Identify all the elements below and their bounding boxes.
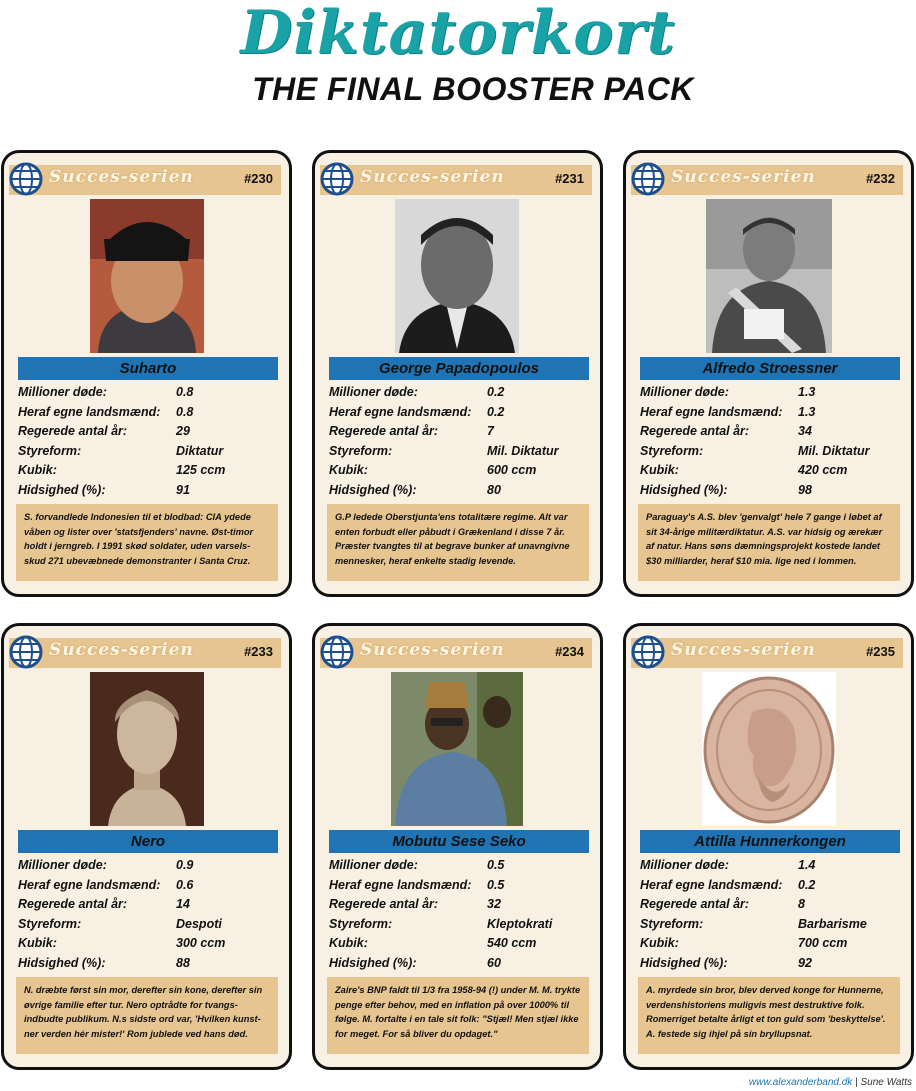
globe-icon (630, 634, 666, 670)
stats-table (640, 384, 900, 502)
stat-label: Kubik: (18, 936, 57, 951)
author-name: Sune Watts (860, 1077, 912, 1088)
stat-row-deaths (329, 857, 589, 877)
stat-value: 8 (798, 897, 805, 912)
stat-row-temper (329, 482, 589, 502)
stat-value: 540 ccm (487, 936, 537, 951)
stat-value: 7 (487, 424, 494, 439)
stat-label: Millioner døde: (329, 385, 418, 399)
stat-value: Barbarisme (798, 916, 867, 931)
stat-value: 0.5 (487, 877, 505, 892)
stat-row-cc (329, 462, 589, 482)
stat-row-govt (640, 443, 900, 463)
stat-label: Regerede antal år: (18, 424, 128, 439)
stat-row-years (329, 896, 589, 916)
stat-row-years (18, 896, 278, 916)
stat-label: Millioner døde: (18, 385, 107, 399)
stat-row-cc (640, 935, 900, 955)
card-name: Attilla Hunnerkongen (640, 830, 900, 853)
stat-value: 0.2 (798, 877, 816, 892)
stats-table (329, 384, 589, 502)
stat-label: Regerede antal år: (640, 897, 750, 912)
stat-row-deaths (640, 384, 900, 404)
stat-label: Styreform: (18, 916, 82, 931)
card-description: Zaire's BNP faldt til 1/3 fra 1958-94 (!) under M. M. trykte penge efter behov, med en inflation på over 1000% til følge. M. fortalte i en tale sit folk: "Stjæl! Men stjæl ikke for meget. For så bliver du opdaget." (327, 977, 589, 1054)
stat-row-deaths (640, 857, 900, 877)
card-header (9, 165, 281, 195)
stats-table (640, 857, 900, 975)
stat-label: Styreform: (329, 443, 393, 458)
stats-table (329, 857, 589, 975)
stat-row-years (329, 423, 589, 443)
stat-label: Heraf egne landsmænd: (640, 404, 783, 419)
card-number: #233 (244, 644, 273, 659)
stat-label: Regerede antal år: (329, 424, 439, 439)
stats-table (18, 857, 278, 975)
footer-separator: | (855, 1077, 858, 1088)
stat-value: 0.6 (176, 877, 194, 892)
stat-value: 125 ccm (176, 463, 226, 478)
card-231 (312, 150, 603, 597)
card-header (320, 638, 592, 668)
card-name: Suharto (18, 357, 278, 380)
stat-value: 0.5 (487, 858, 505, 872)
stat-row-deaths (18, 857, 278, 877)
stat-label: Hidsighed (%): (640, 955, 728, 970)
stat-label: Millioner døde: (640, 385, 729, 399)
stat-row-govt (640, 916, 900, 936)
stat-label: Heraf egne landsmænd: (18, 877, 161, 892)
stat-label: Styreform: (329, 916, 393, 931)
card-name: Alfredo Stroessner (640, 357, 900, 380)
card-number: #232 (866, 171, 895, 186)
card-number: #230 (244, 171, 273, 186)
stat-label: Millioner døde: (18, 858, 107, 872)
card-description: A. myrdede sin bror, blev derved konge for Hunnerne, verdenshistoriens muligvis mest destruktive folk. Romerriget betalte årligt et ton guld som 'beskyttelse'. A. festede sig ihjel på sin bryllupsnat. (638, 977, 900, 1054)
stat-value: Diktatur (176, 443, 224, 458)
series-label: Succes-serien (49, 640, 194, 660)
stat-label: Hidsighed (%): (18, 482, 106, 497)
stats-table (18, 384, 278, 502)
stat-label: Hidsighed (%): (640, 482, 728, 497)
series-label: Succes-serien (671, 167, 816, 187)
stat-label: Heraf egne landsmænd: (329, 404, 472, 419)
stat-value: 0.9 (176, 858, 194, 872)
stat-label: Hidsighed (%): (18, 955, 106, 970)
card-232 (623, 150, 914, 597)
stat-value: 60 (487, 955, 501, 970)
stat-value: 1.4 (798, 858, 816, 872)
series-label: Succes-serien (49, 167, 194, 187)
page-title: Diktatorkort (240, 0, 676, 68)
globe-icon (630, 161, 666, 197)
stat-value: 88 (176, 955, 190, 970)
stat-label: Kubik: (640, 936, 679, 951)
card-header (320, 165, 592, 195)
card-header (9, 638, 281, 668)
stat-label: Regerede antal år: (329, 897, 439, 912)
stat-value: 0.2 (487, 385, 505, 399)
stat-row-own (640, 404, 900, 424)
globe-icon (8, 161, 44, 197)
stat-value: 32 (487, 897, 501, 912)
stat-row-own (640, 877, 900, 897)
stat-value: 0.8 (176, 404, 194, 419)
stat-value: 92 (798, 955, 812, 970)
portrait-photo (702, 672, 836, 826)
globe-icon (8, 634, 44, 670)
stat-row-govt (329, 916, 589, 936)
stat-value: 14 (176, 897, 190, 912)
stat-value: 34 (798, 424, 812, 439)
stat-value: 600 ccm (487, 463, 537, 478)
stat-label: Kubik: (18, 463, 57, 478)
card-name: Mobutu Sese Seko (329, 830, 589, 853)
stat-label: Hidsighed (%): (329, 482, 417, 497)
stat-row-govt (18, 443, 278, 463)
series-label: Succes-serien (671, 640, 816, 660)
stat-value: 0.8 (176, 385, 194, 399)
stat-label: Styreform: (640, 916, 704, 931)
stat-row-years (640, 896, 900, 916)
stat-row-cc (18, 462, 278, 482)
stat-label: Heraf egne landsmænd: (18, 404, 161, 419)
stat-row-govt (329, 443, 589, 463)
stat-value: 29 (176, 424, 190, 439)
stat-value: Kleptokrati (487, 916, 553, 931)
stat-row-govt (18, 916, 278, 936)
stat-label: Millioner døde: (640, 858, 729, 872)
card-233 (1, 623, 292, 1070)
stat-row-temper (18, 482, 278, 502)
portrait-photo (706, 199, 832, 353)
stat-label: Heraf egne landsmænd: (640, 877, 783, 892)
stat-value: 1.3 (798, 404, 816, 419)
portrait-photo (90, 199, 204, 353)
stat-label: Regerede antal år: (18, 897, 128, 912)
series-label: Succes-serien (360, 640, 505, 660)
stat-label: Styreform: (640, 443, 704, 458)
stat-row-temper (640, 955, 900, 975)
portrait-photo (90, 672, 204, 826)
stat-value: 300 ccm (176, 936, 226, 951)
card-name: Nero (18, 830, 278, 853)
card-235 (623, 623, 914, 1070)
stat-row-own (18, 404, 278, 424)
stat-row-cc (640, 462, 900, 482)
stat-row-years (640, 423, 900, 443)
stat-label: Kubik: (640, 463, 679, 478)
stat-row-deaths (329, 384, 589, 404)
stat-row-temper (640, 482, 900, 502)
stat-value: 98 (798, 482, 812, 497)
stat-label: Millioner døde: (329, 858, 418, 872)
page-subtitle: THE FINAL BOOSTER PACK (252, 71, 694, 107)
card-number: #234 (555, 644, 584, 659)
stat-value: Mil. Diktatur (487, 443, 559, 458)
stat-row-own (329, 404, 589, 424)
card-234 (312, 623, 603, 1070)
stat-value: 0.2 (487, 404, 505, 419)
card-name: George Papadopoulos (329, 357, 589, 380)
stat-label: Heraf egne landsmænd: (329, 877, 472, 892)
stat-value: Mil. Diktatur (798, 443, 870, 458)
stat-row-temper (18, 955, 278, 975)
series-label: Succes-serien (360, 167, 505, 187)
stat-row-cc (18, 935, 278, 955)
globe-icon (319, 634, 355, 670)
card-description: S. forvandlede Indonesien til et blodbad: CIA ydede våben og lister over 'statsfjenders' navne. Øst-timor holdt i jerngreb. I 1991 skød soldater, uden varsels-skud 271 ubevæbnede demonstranter i Santa Cruz. (16, 504, 278, 581)
stat-label: Kubik: (329, 463, 368, 478)
stat-label: Styreform: (18, 443, 82, 458)
stat-value: 91 (176, 482, 190, 497)
globe-icon (319, 161, 355, 197)
card-description: N. dræbte først sin mor, derefter sin kone, derefter sin øvrige familie efter tur. Nero optrådte for tvangs-indbudte publikum. N.s sidste ord var, 'Hvilken kunst-ner verden hér mister!' Rom jublede ved hans død. (16, 977, 278, 1054)
stat-row-deaths (18, 384, 278, 404)
stat-row-temper (329, 955, 589, 975)
card-number: #231 (555, 171, 584, 186)
card-number: #235 (866, 644, 895, 659)
stat-label: Hidsighed (%): (329, 955, 417, 970)
stat-row-own (18, 877, 278, 897)
card-230 (1, 150, 292, 597)
website-link[interactable]: www.alexanderband.dk (748, 1077, 853, 1088)
stat-row-own (329, 877, 589, 897)
stat-value: 1.3 (798, 385, 816, 399)
stat-label: Kubik: (329, 936, 368, 951)
card-header (631, 165, 903, 195)
card-description: G.P ledede Oberstjunta'ens totalitære regime. Alt var enten forbudt eller påbudt i Grækenland i disse 7 år. Præster tvangtes til at begrave bunker af unavngivne mennesker, heraf enkelte stadig levende. (327, 504, 589, 581)
footer-credit (749, 1077, 912, 1088)
stat-label: Regerede antal år: (640, 424, 750, 439)
stat-row-cc (329, 935, 589, 955)
stat-value: 80 (487, 482, 501, 497)
portrait-photo (391, 672, 523, 826)
stat-value: 700 ccm (798, 936, 848, 951)
stat-value: 420 ccm (798, 463, 848, 478)
stat-value: Despoti (176, 916, 222, 931)
portrait-photo (395, 199, 519, 353)
card-header (631, 638, 903, 668)
card-description: Paraguay's A.S. blev 'genvalgt' hele 7 gange i løbet af sit 34-årige militærdiktatur. A.S. var hidsig og ærekær af natur. Hans søns dæmningsprojekt kostede landet $30 milliarder, heraf $10 mia. lige ned i lommen. (638, 504, 900, 581)
stat-row-years (18, 423, 278, 443)
